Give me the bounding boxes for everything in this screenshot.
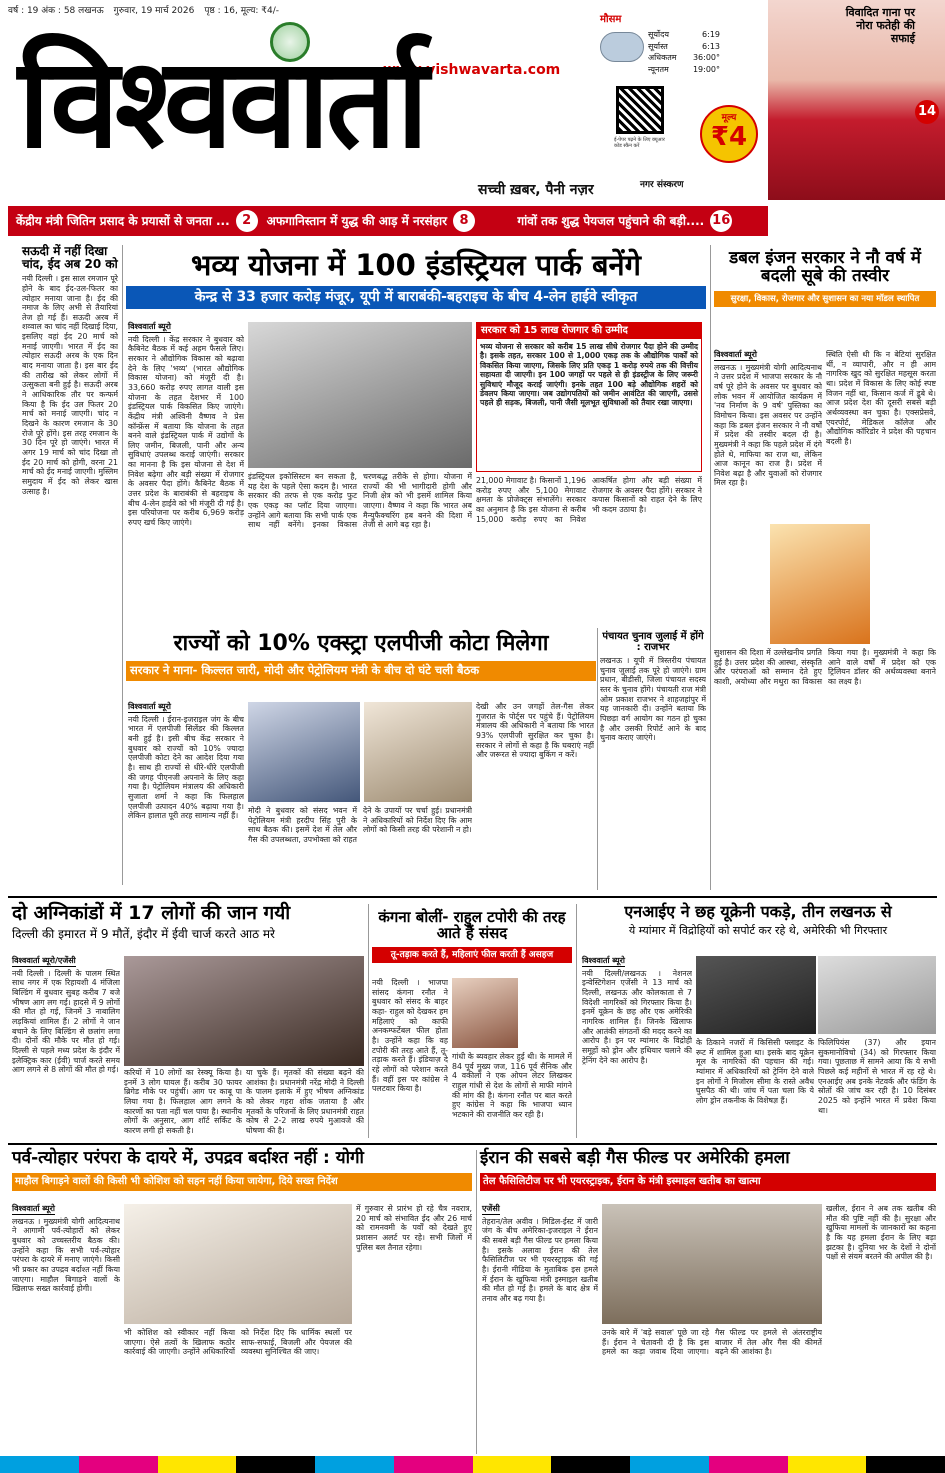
- price-badge: [700, 105, 758, 163]
- qr-code-icon[interactable]: [616, 86, 664, 134]
- festival-headline: पर्व-त्योहार परंपरा के दायरे में, उपद्रव बर्दाश्त नहीं : योगी: [12, 1148, 364, 1168]
- newspaper-tagline: सच्ची ख़बर, पैनी नज़र: [478, 182, 594, 198]
- festival-story[interactable]: [12, 1150, 472, 1191]
- lpg-body: नयी दिल्ली । ईरान-इजराइल जंग के बीच भारत में एलपीजी सिलेंडर की किल्लत बनी हुई है। इसी बीच केंद्र सरकार ने बुधवार को राज्यों को 10% ज्यादा एलपीजी कोटा देने का आदेश दिया गया है। साथ ही राज्यों से धीरे-धीरे एलपीजी की जगह पीएनजी अपनाने के लिए कहा गया है। पेट्रोलियम मंत्रालय की अधिकारी सुजाता शर्मा ने कहा कि फिलहाल एलपीजी उत्पादन 40% बढ़ाया गया है। लेकिन हालात पूरी तरह सामान्य नहीं हैं।: [128, 714, 244, 821]
- iran-story[interactable]: [480, 1150, 936, 1191]
- lpg-story[interactable]: [126, 632, 596, 681]
- section-rule: [8, 896, 937, 898]
- fire-col-1: [12, 956, 120, 1136]
- petroleum-minister-photo[interactable]: [248, 702, 360, 802]
- fire-body: नयी दिल्ली । दिल्ली के पालम स्थित साध नगर में एक रिहायशी 4 मंजिला बिल्डिंग में बुधवार सुबह करीब 7 बजे भीषण आग लग गई। हादसे में 9 लोगों की मौत हो गई, जिनमें 3 नाबालिग लड़कियां शामिल हैं। 2 लोगों ने जान बचाने के लिए बिल्डिंग से छलांग लगा दी। दोनों की मौके पर मौत हो गई। दिल्ली से पहले मध्य प्रदेश के इंदौर में इलेक्ट्रिक कार (ईवी) चार्ज करते समय आग लगने से 8 लोगों की मौत हो गई।: [12, 968, 120, 1075]
- left-story[interactable]: [22, 245, 118, 885]
- iran-col-1: [482, 1204, 598, 1454]
- fire-subhead: दिल्ली की इमारत में 9 मौतें, इंदौर में ईवी चार्ज करते आठ मरे: [12, 926, 275, 941]
- price-value: ₹4: [710, 121, 748, 152]
- nia-body-2: के ठिकाने नजरों में किसिसी फ्लाइट के रूट में शामिल हुआ था। इसके बाद यूक्रेन मूल के नागरिकों की पहचान की गई। म्यांमार में अधिकारियों को ट्रेनिंग देने वाले इन लोगों ने मिजोरम सीमा के रास्ते अवैध घुसपैठ की थी। जांच में पता चला कि ये लोग ड्रोन तकनीक के विशेषज्ञ हैं।: [696, 1038, 814, 1105]
- employment-box-title: सरकार को 15 लाख रोजगार की उम्मीद: [477, 323, 701, 339]
- lpg-byline: विश्ववार्ता ब्यूरो: [128, 702, 171, 711]
- panchayat-story[interactable]: [600, 632, 706, 890]
- yogi-byline: विश्ववार्ता ब्यूरो: [714, 350, 757, 359]
- headline-ticker: [8, 206, 768, 236]
- lead-headline: भव्य योजना में 100 इंडस्ट्रियल पार्क बनेंगे: [191, 248, 641, 282]
- kangana-photo[interactable]: [452, 978, 518, 1048]
- weather-key: न्यूनतम: [648, 64, 669, 74]
- iran-subhead: तेल फैसिलिटीज पर भी एयरस्ट्राइक, ईरान के मंत्री इस्माइल खतीब का खात्मा: [480, 1173, 936, 1191]
- weather-row: [600, 65, 720, 75]
- fire-headline: दो अग्निकांडों में 17 लोगों की जान गयी: [12, 902, 291, 924]
- issue-date: गुरुवार, 19 मार्च 2026: [113, 5, 195, 16]
- divider: [597, 628, 598, 890]
- fire-body-2: करियों में 10 लोगों का रेस्क्यू किया है। इनमें 3 लोग घायल हैं। करीब 30 फायर ब्रिगेड मौके पर पहुंचीं। आग पर काबू पा लिया गया है। फिलहाल आग लगने के कारणों का पता नहीं चल पाया है। स्थानीय लोगों के अनुसार, आग शॉर्ट सर्किट के कारण लगी हो सकती है।: [124, 1068, 242, 1135]
- qr-note: ई-पेपर पढ़ने के लिए क्यूआर कोड स्कैन करें: [614, 137, 665, 149]
- nia-body: नयी दिल्ली/लखनऊ । नेशनल इन्वेस्टिगेशन एजेंसी ने 13 मार्च को दिल्ली, लखनऊ और कोलकाता से 7 विदेशी नागरिकों को गिरफ्तार किया है। इनमें यूक्रेन के छह और एक अमेरिकी नागरिक शामिल हैं। जिनके खिलाफ और आतंकी संगठनों की मदद करने का आरोप है। इन पर म्यांमार के विद्रोही समूहों को ड्रोन और हथियार चलाने की ट्रेनिंग देने का आरोप है।: [582, 968, 692, 1065]
- meeting-photo[interactable]: [124, 1204, 352, 1324]
- lead-body-3: 21,000 मेगावाट है। किसानों 1,196 करोड़ रुपए और 5,100 मेगावाट क्षमता के प्रोजेक्ट्स संभालेंगे। सरकार का अनुमान है कि इस योजना से करीब 15,000 करोड़ रुपए का निवेश आकर्षित होगा और बड़ी संख्या में रोजगार के अवसर पैदा होंगे। सरकार ने कपास किसानों को राहत देने के लिए भी कदम उठाया है।: [476, 476, 702, 524]
- iran-body-3: खलील, ईरान ने अब तक खतीब की मौत की पुष्टि नहीं की है। सुरक्षा और खुफिया मामलों के जानकारों का कहना है कि यह हमला ईरान के लिए बड़ा झटका है। दुनिया भर के देशों ने दोनों पक्षों से संयम बरतने की अपील की है।: [826, 1204, 936, 1262]
- weather-key: सूर्यास्त: [648, 41, 668, 51]
- festival-body: लखनऊ । मुख्यमंत्री योगी आदित्यनाथ ने आगामी पर्व-त्योहारों को लेकर बुधवार को उच्चस्तरीय बैठक की। उन्होंने कहा कि सभी पर्व-त्योहार परंपरा के दायरे में मनाए जाएंगे। किसी भी प्रकार का उपद्रव बर्दाश्त नहीं किया जाएगा। माहौल बिगाड़ने वालों के खिलाफ सख्त कार्रवाई होगी।: [12, 1216, 120, 1294]
- ticker-page: 2: [236, 210, 258, 232]
- page-count-price: पृष्ठ : 16, मूल्य: ₹4/-: [204, 5, 280, 16]
- ticker-text: अफगानिस्तान में युद्ध की आड़ में नरसंहार: [266, 213, 448, 228]
- masthead: [8, 20, 598, 198]
- ticker-item[interactable]: [517, 210, 760, 232]
- ticker-item[interactable]: [16, 210, 259, 232]
- weather-key: अधिकतम: [648, 53, 677, 63]
- newspaper-title: विश्ववार्ता: [18, 31, 425, 176]
- lead-byline: विश्ववार्ता ब्यूरो: [128, 322, 171, 331]
- ticker-item[interactable]: [267, 210, 510, 232]
- nia-byline: विश्ववार्ता ब्यूरो: [582, 956, 625, 965]
- website-url[interactable]: www.vishwavarta.com: [383, 62, 561, 78]
- yogi-headline: डबल इंजन सरकार ने नौ वर्ष में बदली सूबे की तस्वीर: [729, 248, 921, 286]
- lead-body-2: इंडस्ट्रियल इकोसिस्टम बन सकता है, यह देश के पहले ऐसा कदम है। भारत सरकार की तरफ से एक करोड़ फुट एक एकड़ का प्लॉट दिया जाएगा। उन्होंने आगे बताया कि सभी पार्क एक साथ नहीं बनेंगे। इनका विकास चरणबद्ध तरीके से होगा। योजना में राज्यों की भी भागीदारी होगी और निजी क्षेत्र को भी इसमें शामिल किया जाएगा। वैष्णव ने कहा कि भारत अब मैन्युफैक्चरिंग हब बनने की दिशा में तेजी से आगे बढ़ रहा है।: [248, 472, 472, 530]
- minister-photo[interactable]: [248, 322, 472, 468]
- ticker-page: 8: [453, 210, 475, 232]
- panchayat-headline: पंचायत चुनाव जुलाई में होंगे : राजभर: [602, 631, 704, 653]
- lpg-body-3: देखी और उन जगहों तेल-गैस लेकर गुजरात के पोर्ट्स पर पहुंचे हैं। पेट्रोलियम मंत्रालय की अधिकारी ने बताया कि भारत 93% एलपीजी सुरक्षित कर चुका है। सरकार ने लोगों से कहा है कि घबराएं नहीं और जरूरत से ज्यादा बुकिंग न करें।: [476, 702, 594, 760]
- nia-story[interactable]: [580, 904, 936, 936]
- festival-byline: विश्ववार्ता ब्यूरो: [12, 1204, 55, 1213]
- festival-col-1: [12, 1204, 120, 1454]
- lead-subhead: केन्द्र से 33 हजार करोड़ मंजूर, यूपी में बाराबंकी-बहराइच के बीच 4-लेन हाईवे स्वीकृत: [126, 286, 706, 309]
- yogi-body: लखनऊ । मुख्यमंत्री योगी आदित्यनाथ ने उत्तर प्रदेश में भाजपा सरकार के नौ वर्ष पूरे होने के अवसर पर बुधवार को लोक भवन में आयोजित कार्यक्रम में 'नव निर्माण के 9 वर्ष' पुस्तिका का विमोचन किया। इस अवसर पर उन्होंने कहा कि डबल इंजन सरकार ने नौ वर्षों में प्रदेश की तस्वीर बदल दी है। मुख्यमंत्री ने कहा कि पहले प्रदेश में दंगे होते थे, माफिया का राज था, लेकिन आज कानून का राज है। प्रदेश में निवेश बढ़ा है और युवाओं को रोजगार मिल रहा है।: [714, 362, 822, 488]
- section-rule: [8, 1143, 937, 1145]
- kangana-subhead: तू-तड़ाक करते हैं, महिलाएं फील करती हैं असहज: [372, 947, 572, 964]
- festival-body-3: भी कोशिश को स्वीकार नहीं किया जाएगा। ऐसे तत्वों के खिलाफ कठोर कार्रवाई की जाएगी। उन्होंने अधिकारियों को निर्देश दिए कि धार्मिक स्थलों पर साफ-सफाई, बिजली और पेयजल की व्यवस्था सुनिश्चित की जाए।: [124, 1328, 352, 1357]
- weather-label: मौसम: [600, 14, 622, 25]
- yogi-subhead: सुरक्षा, विकास, रोजगार और सुशासन का नया मॉडल स्थापित: [714, 291, 936, 307]
- divider: [710, 245, 711, 890]
- volume-issue: वर्ष : 19 अंक : 58 लखनऊ: [8, 5, 104, 16]
- iran-body-2: उनके बारे में 'बड़े सवाल' पूछे जा रहे हैं। ईरान ने चेतावनी दी है कि इस हमले का कड़ा जवाब दिया जाएगा। गैस फील्ड पर हमले से अंतरराष्ट्रीय बाजार में तेल और गैस की कीमतें बढ़ने की आशंका है।: [602, 1328, 822, 1357]
- nia-photo[interactable]: [696, 956, 816, 1034]
- nia-headline: एनआईए ने छह यूक्रेनी पकड़े, तीन लखनऊ से: [624, 902, 892, 921]
- left-story-body: नयी दिल्ली । इस साल रमजान पूरे होने के बाद ईद-उल-फितर का त्योहार मनाया जाना है। ईद की नमाज के लिए अभी से तैयारियां तेज हो गई हैं। सऊदी अरब में शव्वाल का चांद नहीं दिखाई दिया, इसलिए वहां ईद 20 मार्च को मनाई जाएगी। भारत में ईद का त्योहार सऊदी अरब के एक दिन बाद मनाया जाता है। इस बार ईद की तारीख को लेकर लोगों में उत्सुकता बनी हुई है। सऊदी अरब ने आधिकारिक तौर पर कन्फर्म किया है कि ईद उल फितर 20 मार्च को मनाई जाएगी। चांद न दिखने के कारण रमजान के 30 रोजे पूरे होंगे। इस तरह रमजान के 30 दिन पूरे हो जाएंगे। भारत में अगर 19 मार्च को चांद दिखा तो ईद 20 मार्च को होगी, वरना 21 मार्च को ईद मनाई जाएगी। मुस्लिम समुदाय में ईद को लेकर खास उत्साह है।: [22, 274, 118, 496]
- yogi-body-2: स्थिति ऐसी थी कि न बेटियां सुरक्षित थीं, न व्यापारी, और न ही आम नागरिक खुद को सुरक्षित महसूस करता था। प्रदेश में विकास के लिए कोई स्पष्ट विजन नहीं था, किसान कर्ज में डूबे थे। आज प्रदेश देश की दूसरी सबसे बड़ी अर्थव्यवस्था बन चुका है। एक्सप्रेसवे, एयरपोर्ट, मेडिकल कॉलेज और औद्योगिक कॉरिडोर ने प्रदेश की पहचान बदली है।: [826, 350, 936, 446]
- festival-body-2: में गुरुवार से प्रारंभ हो रहे चैत्र नवरात्र, 20 मार्च को संभावित ईद और 26 मार्च को रामनवमी के पर्वों को देखते हुए प्रशासन अलर्ट पर रहे। सभी जिलों में पुलिस बल तैनात रहेगा।: [356, 1204, 472, 1252]
- yogi-body-3: सुशासन की दिशा में उल्लेखनीय प्रगति हुई है। उत्तर प्रदेश की आस्था, संस्कृति और परंपराओं को सम्मान देते हुए काशी, अयोध्या और मथुरा का विकास किया गया है। मुख्यमंत्री ने कहा कि आने वाले वर्षों में प्रदेश को एक ट्रिलियन डॉलर की अर्थव्यवस्था बनाने का लक्ष्य है।: [714, 648, 936, 686]
- lpg-subhead: सरकार ने माना- किल्लत जारी, मोदी और पेट्रोलियम मंत्री के बीच दो घंटे चली बैठक: [126, 661, 596, 681]
- weather-value: 6:19: [702, 30, 720, 39]
- price-label: मूल्य: [721, 113, 737, 123]
- divider: [476, 1150, 477, 1454]
- celebrity-page-number: 14: [915, 100, 939, 124]
- yogi-story[interactable]: [714, 250, 936, 307]
- employment-box: [476, 322, 702, 472]
- lpg-body-2: मोदी ने बुधवार को संसद भवन में पेट्रोलियम मंत्री हरदीप सिंह पुरी के साथ बैठक की। इसमें देश में तेल और गैस की उपलब्धता, उपभोक्ता को राहत देने के उपायों पर चर्चा हुई। प्रधानमंत्री ने अधिकारियों को निर्देश दिए कि आम लोगों को किसी तरह की परेशानी न हो।: [248, 806, 472, 844]
- panchayat-body: लखनऊ । यूपी में त्रिस्तरीय पंचायत चुनाव जुलाई तक पूरे हो जाएंगे। ग्राम प्रधान, बीडीसी, जिला पंचायत सदस्य स्तर के चुनाव होंगे। पंचायती राज मंत्री ओम प्रकाश राजभर ने शाहजहांपुर में यह जानकारी दी। उन्होंने बताया कि पिछड़ा वर्ग आयोग का गठन हो चुका है और उसकी रिपोर्ट आने के बाद चुनाव कराए जाएंगे।: [600, 656, 706, 743]
- ticker-page: 16: [710, 210, 732, 232]
- divider: [368, 904, 369, 1138]
- celebrity-caption[interactable]: विवादित गाना पर नोरा फतेही की सफाई: [845, 6, 915, 46]
- edition-label: नगर संस्करण: [640, 180, 684, 190]
- left-story-headline: सऊदी में नहीं दिखा चांद, ईद अब 20 को: [22, 244, 118, 271]
- gas-field-photo[interactable]: [602, 1204, 822, 1324]
- ticker-text: गांवों तक शुद्ध पेयजल पहुंचाने की बड़ी....: [517, 213, 705, 228]
- kangana-headline: कंगना बोलीं- राहुल टपोरी की तरह आते हैं संसद: [378, 908, 566, 942]
- iran-headline: ईरान की सबसे बड़ी गैस फील्ड पर अमेरिकी हमला: [480, 1148, 790, 1168]
- lpg-headline: राज्यों को 10% एक्स्ट्रा एलपीजी कोटा मिलेगा: [173, 631, 549, 656]
- yogi-photo[interactable]: [770, 524, 870, 644]
- nia-col-1: [582, 956, 692, 1138]
- lead-story[interactable]: [126, 250, 706, 309]
- weather-value: 19:00°: [692, 64, 720, 74]
- employment-box-body: भव्य योजना से सरकार को करीब 15 लाख सीधे रोजगार पैदा होने की उम्मीद है। इसके तहत, सरकार 100 से 1,000 एकड़ तक के औद्योगिक पार्कों को विकसित किया जाएगा, जिसके लिए प्रति एकड़ 1 करोड़ रुपये तक की वित्तीय सहायता दी जाएगी। इन 100 जगहों पर पहले से ही इंडस्ट्रीज के लिए जरूरी सुविधाएं मौजूद कराई जाएंगी। इनके तहत 100 बड़े औद्योगिक शहरों को डेवलप किया जाएगा। जब उद्योगपतियों को जमीन आवंटित की जाएगी, उससे पहले ही सड़क, बिजली, पानी जैसी मूलभूत सुविधाओं को तैयार रखा जाएगा।: [480, 342, 698, 408]
- print-color-bar: [0, 1456, 945, 1473]
- fire-byline: विश्ववार्ता ब्यूरो/एजेंसी: [12, 956, 76, 965]
- fire-body-3: या चुके हैं। मृतकों की संख्या बढ़ने की आशंका है। प्रधानमंत्री नरेंद्र मोदी ने दिल्ली के पालम इलाके में हुए भीषण अग्निकांड को लेकर गहरा शोक जताया है और मृतकों के परिजनों के लिए प्रधानमंत्री राहत कोष से 2-2 लाख रुपये मुआवजे की घोषणा की है।: [246, 1068, 364, 1135]
- divider: [122, 245, 123, 885]
- pm-photo[interactable]: [364, 702, 472, 802]
- weather-value: 36:00°: [692, 53, 720, 63]
- lead-col-1: [128, 322, 244, 622]
- nia-body-3: फिलिपियंस (37) और इयान सुकमानोविचो (34) को गिरफ्तार किया गया। पूछताछ में सामने आया कि ये सभी पिछले कई महीनों से भारत में रह रहे थे। एनआईए अब इनके नेटवर्क और फंडिंग के स्रोतों की जांच कर रही है। 10 दिसंबर 2025 को इन्होंने भारत में प्रवेश किया था।: [818, 1038, 936, 1115]
- kangana-body-2: गांधी के ब्यवहार लेकर हुई थी। के मामले में 84 पूर्व मुख्य जज, 116 पूर्व सैनिक और 4 वकीलों ने एक ओपन लेटर लिखकर राहुल गांधी से देश के लोगों से माफी मांगने की मांग की है। कंगना रनौत पर बात करते हुए कांग्रेस ने कहा कि भाजपा ध्यान भटकाने की राजनीति कर रही है।: [452, 1052, 572, 1119]
- divider: [576, 904, 577, 1138]
- lead-body: नयी दिल्ली । केंद्र सरकार ने बुधवार को कैबिनेट बैठक में कई अहम फैसले लिए। सरकार ने औद्योगिक विकास को बढ़ावा देने के लिए 'भव्य' (भारत औद्योगिक विकास योजना) को मंजूरी दी है। 33,660 करोड़ रुपए लागत वाली इस योजना के तहत देशभर में 100 इंडस्ट्रियल पार्क विकसित किए जाएंगे। केंद्रीय मंत्री अश्विनी वैष्णव ने प्रेस कॉन्फ्रेंस में बताया कि योजना के तहत बनने वाले इंडस्ट्रियल पार्क में उद्योगों के लिए जमीन, बिजली, पानी और अन्य सुविधाएं उपलब्ध कराई जाएंगी। सरकार का मानना है कि इस योजना से देश में निवेश बढ़ेगा और बड़ी संख्या में रोजगार के अवसर पैदा होंगे। कैबिनेट बैठक में उत्तर प्रदेश के बाराबंकी से बहराइच के बीच 4-लेन हाईवे को भी मंजूरी दी गई है। इस परियोजना पर करीब 6,969 करोड़ रुपए खर्च किए जाएंगे।: [128, 334, 244, 528]
- cloud-sun-icon: [600, 32, 644, 62]
- weather-key: सूर्योदय: [648, 30, 670, 39]
- fire-story[interactable]: [12, 904, 362, 941]
- ticker-text: केंद्रीय मंत्री जितिन प्रसाद के प्रयासों से जनता ...: [16, 213, 230, 228]
- iran-body: तेहरान/तेल अवीव । मिडिल-ईस्ट में जारी जंग के बीच अमेरिका-इजराइल ने ईरान की सबसे बड़ी गैस फील्ड पर हमला किया है। इसके अलावा ईरान की तेल फैसिलिटीज पर भी एयरस्ट्राइक की गई है। ईरानी मीडिया के मुताबिक इस हमले में ईरान के खुफिया मंत्री इस्माइल खतीब की मौत हो गई है। हमले के बाद क्षेत्र में तनाव और बढ़ गया है।: [482, 1216, 598, 1303]
- fire-photo[interactable]: [124, 956, 364, 1066]
- lpg-col-1: [128, 702, 244, 890]
- weather-value: 6:13: [702, 41, 720, 51]
- yogi-col-1: [714, 350, 822, 520]
- nia-subhead: ये म्यांमार में विद्रोहियों को सपोर्ट कर रहे थे, अमेरिकी भी गिरफ्तार: [628, 923, 888, 937]
- festival-subhead: माहौल बिगाड़ने वालों की किसी भी कोशिश को सहन नहीं किया जायेगा, दिये सख्त निर्देश: [12, 1173, 472, 1191]
- kangana-story[interactable]: [372, 910, 572, 963]
- accused-photos[interactable]: [818, 956, 936, 1034]
- iran-byline: एजेंसी: [482, 1204, 500, 1213]
- kangana-body: नयी दिल्ली । भाजपा सांसद कंगना रनौत ने बुधवार को संसद के बाहर कहा- राहुल को देखकर हम महिलाएं को काफी अनकम्फर्टेबल फील होता है। उन्होंने कहा कि वह टपोरी की तरह आते हैं, तू-तड़ाक करते हैं। इंडियाज़ दे रहे लोगों को परेशान करते हैं। वहीं इस पर कांग्रेस ने पलटवार किया है।: [372, 978, 448, 1094]
